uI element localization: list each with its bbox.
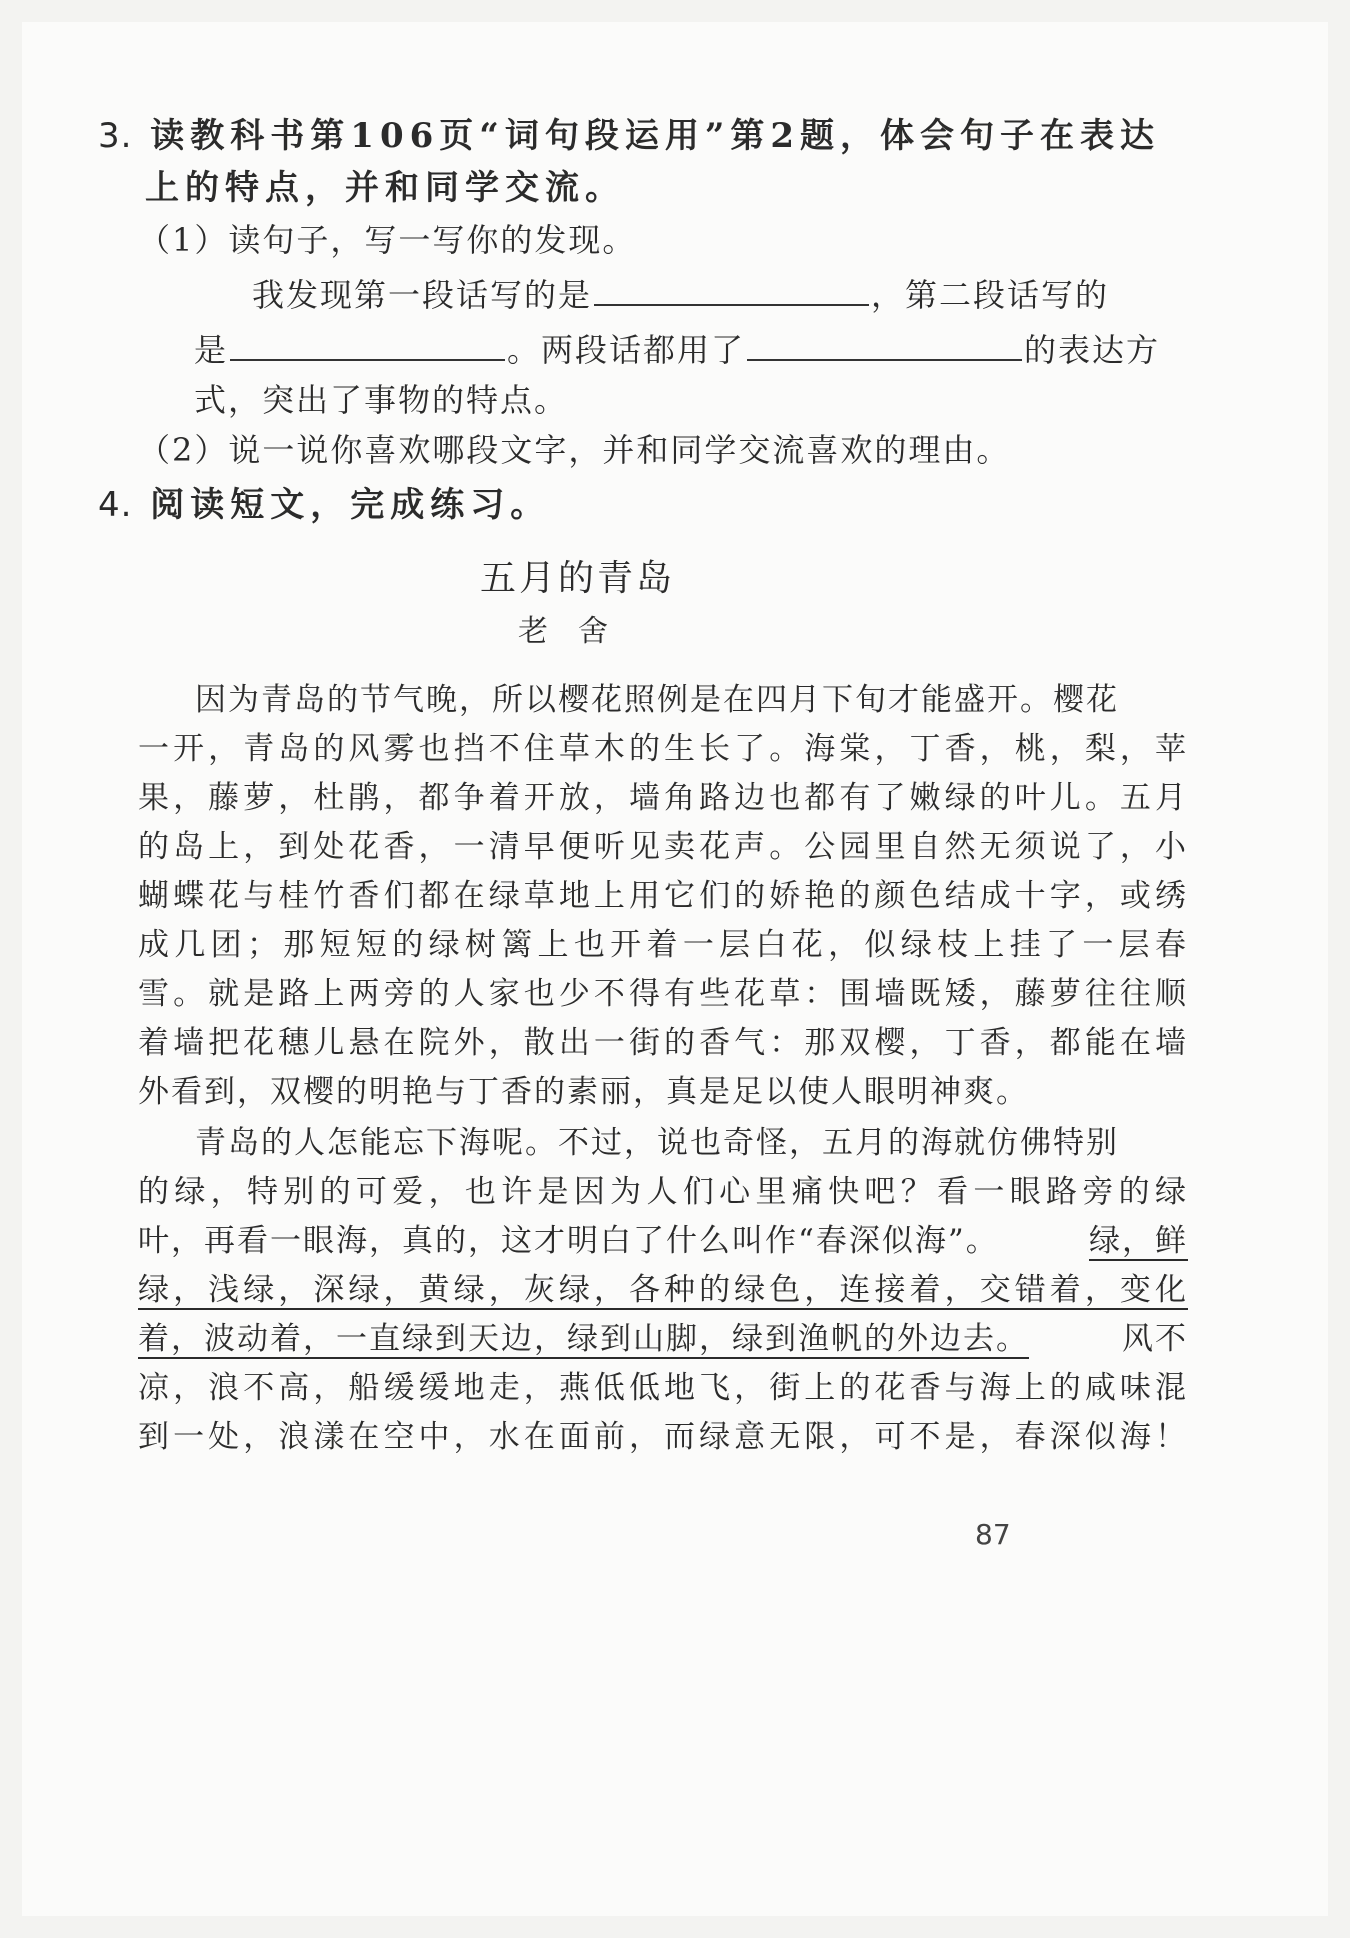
fill-text-a: 我发现第一段话写的是	[252, 276, 593, 314]
question-3-line1	[98, 108, 1160, 157]
fill-text-c: 是	[194, 331, 229, 369]
article-line-5: 蝴蝶花与桂竹香们都在绿草地上用它们的娇艳的颜色结成十字，或绣	[138, 878, 1188, 914]
question-3-fill-line2	[194, 325, 1160, 371]
article-line-12-text: 叶，再看一眼海，真的，这才明白了什么叫作“春深似海”。	[138, 1223, 999, 1259]
article-line-3: 果，藤萝，杜鹃，都争着开放，墙角路边也都有了嫩绿的叶儿。五月	[138, 780, 1188, 816]
question-3-sub2: （2）说一说你喜欢哪段文字，并和同学交流喜欢的理由。	[138, 431, 1011, 469]
underlined-sentence-start: 绿，鲜	[1089, 1223, 1188, 1259]
question-4-number: 4.	[98, 485, 133, 525]
answer-blank-1[interactable]	[594, 274, 869, 306]
article-line-4: 的岛上，到处花香，一清早便听见卖花声。公园里自然无须说了，小	[138, 829, 1188, 865]
fill-text-d: 。两段话都用了	[507, 331, 746, 369]
question-4-text: 阅读短文，完成练习。	[150, 485, 551, 525]
underlined-sentence-end: 着，波动着，一直绿到天边，绿到山脚，绿到渔帆的外边去。	[138, 1321, 1029, 1357]
question-4	[98, 477, 550, 526]
question-3-fill-line1	[252, 270, 1109, 316]
fill-text-b: ，第二段话写的	[871, 276, 1110, 314]
fill-text-e: 的表达方	[1024, 331, 1161, 369]
article-line-8: 着墙把花穗儿悬在院外，散出一街的香气：那双樱，丁香，都能在墙	[138, 1025, 1188, 1061]
page-number: 87	[975, 1518, 1011, 1551]
article-line-1: 因为青岛的节气晚，所以樱花照例是在四月下旬才能盛开。樱花	[195, 682, 1119, 718]
article-line-15	[138, 1313, 1188, 1358]
article-line-16: 凉，浪不高，船缓缓地走，燕低低地飞，街上的花香与海上的咸味混	[138, 1370, 1188, 1406]
question-3-text: 读教科书第106页“词句段运用”第2题，体会句子在表达	[150, 116, 1161, 156]
question-3-fill-line3: 式，突出了事物的特点。	[194, 381, 569, 419]
answer-blank-3[interactable]	[747, 329, 1022, 361]
article-line-2: 一开，青岛的风雾也挡不住草木的生长了。海棠，丁香，桃，梨，苹	[138, 731, 1188, 767]
article-line-9: 外看到，双樱的明艳与丁香的素丽，真是足以使人眼明神爽。	[138, 1074, 1029, 1110]
article-line-10: 青岛的人怎能忘下海呢。不过，说也奇怪，五月的海就仿佛特别	[195, 1125, 1119, 1161]
underlined-sentence-middle: 绿，浅绿，深绿，黄绿，灰绿，各种的绿色，连接着，交错着，变化	[138, 1272, 1188, 1308]
article-title: 五月的青岛	[480, 558, 676, 599]
article-line-12	[138, 1215, 1188, 1260]
article-line-17: 到一处，浪漾在空中，水在面前，而绿意无限，可不是，春深似海！	[138, 1419, 1188, 1455]
question-3-line2: 上的特点，并和同学交流。	[145, 168, 625, 208]
article-author: 老舍	[518, 614, 638, 649]
answer-blank-2[interactable]	[230, 329, 505, 361]
question-3-sub1-label: （1）读句子，写一写你的发现。	[138, 221, 637, 259]
article-line-7: 雪。就是路上两旁的人家也少不得有些花草：围墙既矮，藤萝往往顺	[138, 976, 1188, 1012]
article-line-6: 成几团；那短短的绿树篱上也开着一层白花，似绿枝上挂了一层春	[138, 927, 1188, 963]
article-line-15-tail: 风不	[1122, 1321, 1188, 1357]
article-line-11: 的绿，特别的可爱，也许是因为人们心里痛快吧？看一眼路旁的绿	[138, 1174, 1188, 1210]
question-3-number: 3.	[98, 116, 133, 156]
